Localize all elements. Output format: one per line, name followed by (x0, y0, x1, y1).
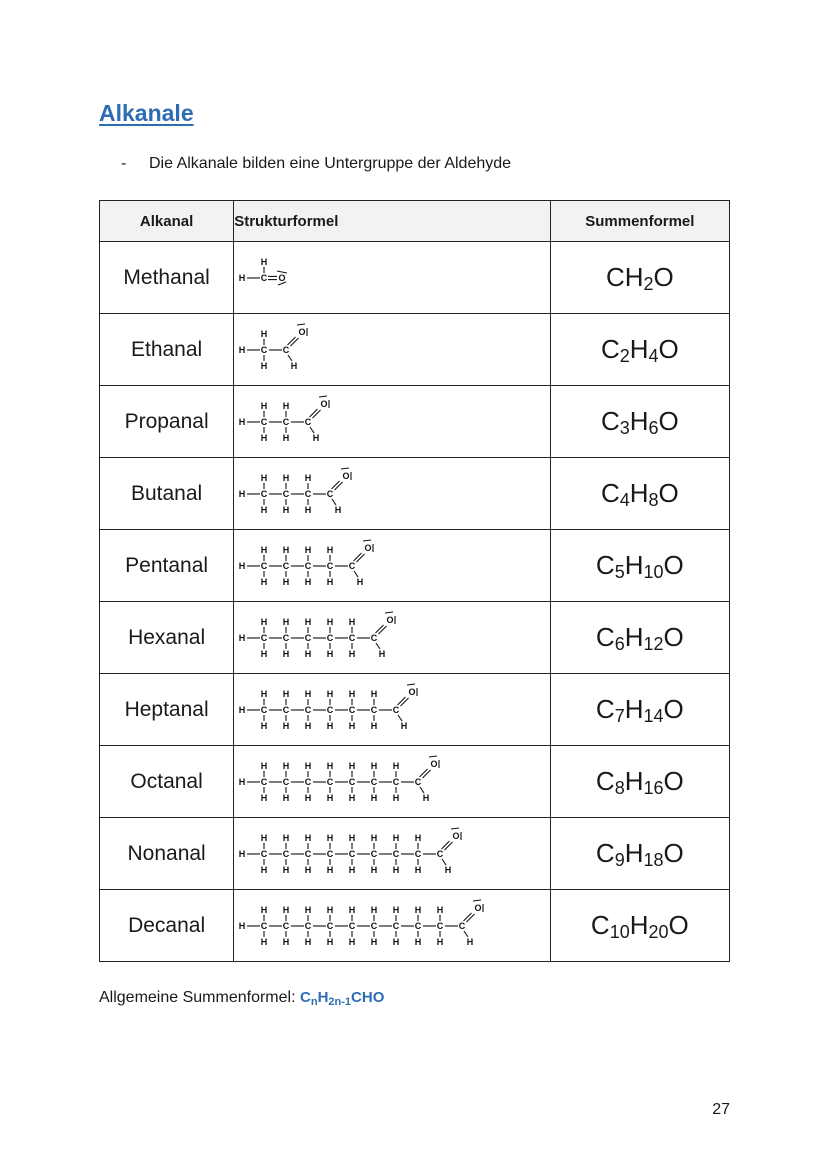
hydrogen-atom: H (414, 904, 422, 915)
carbon-atom: C (260, 560, 268, 571)
hydrogen-atom: H (326, 544, 334, 555)
hydrogen-atom: H (282, 720, 290, 731)
double-bond (442, 841, 450, 849)
carbon-atom: C (326, 704, 334, 715)
alkanal-name: Decanal (100, 890, 234, 962)
carbon-atom: C (436, 920, 444, 931)
hydrogen-atom: H (414, 864, 422, 875)
structure-diagram (234, 466, 534, 522)
hydrogen-atom: H (444, 864, 452, 875)
hydrogen-atom: H (326, 864, 334, 875)
carbon-atom: C (370, 704, 378, 715)
molecular-formula: $C_{10}H_{20}O$ (550, 890, 729, 962)
hydrogen-atom: H (348, 832, 356, 843)
alkanal-name: Propanal (100, 386, 234, 458)
table-row (100, 386, 730, 458)
carbon-atom: C (348, 632, 356, 643)
hydrogen-atom: H (282, 400, 290, 411)
hydrogen-atom: H (334, 504, 342, 515)
hydrogen-atom: H (304, 648, 312, 659)
intro-text: Die Alkanale bilden eine Untergruppe der Aldehyde (149, 155, 512, 172)
hydrogen-atom: H (304, 544, 312, 555)
double-bond (332, 481, 340, 489)
hydrogen-atom: H (304, 616, 312, 627)
hydrogen-atom: H (260, 648, 268, 659)
table-row (100, 602, 730, 674)
hydrogen-atom: H (304, 832, 312, 843)
alkanal-name: Butanal (100, 458, 234, 530)
oxygen-atom: O (342, 470, 350, 481)
carbon-atom: C (348, 560, 356, 571)
carbon-atom: C (414, 776, 422, 787)
hydrogen-atom: H (282, 472, 290, 483)
hydrogen-atom: H (260, 688, 268, 699)
hydrogen-atom: H (356, 576, 364, 587)
double-bond (376, 625, 384, 633)
hydrogen-atom: H (326, 832, 334, 843)
hydrogen-atom: H (348, 864, 356, 875)
structure-diagram (234, 754, 534, 810)
oxygen-atom: O (474, 902, 482, 913)
hydrogen-atom: H (326, 936, 334, 947)
hydrogen-atom: H (348, 792, 356, 803)
header-summenformel: Summenformel (550, 201, 729, 242)
hydrogen-atom: H (260, 472, 268, 483)
double-bond (291, 338, 299, 346)
hydrogen-atom: H (290, 360, 298, 371)
hydrogen-atom: H (370, 904, 378, 915)
carbon-atom: C (282, 632, 290, 643)
lone-pair (341, 468, 349, 469)
hydrogen-atom: H (304, 760, 312, 771)
structural-formula (234, 674, 551, 746)
hydrogen-atom: H (238, 632, 246, 643)
carbon-atom: C (436, 848, 444, 859)
carbon-atom: C (370, 848, 378, 859)
carbon-atom: C (260, 776, 268, 787)
carbon-atom: C (392, 848, 400, 859)
hydrogen-atom: H (238, 776, 246, 787)
hydrogen-atom: H (260, 832, 268, 843)
carbon-atom: C (304, 704, 312, 715)
table-row (100, 242, 730, 314)
hydrogen-atom: H (370, 792, 378, 803)
hydrogen-atom: H (348, 688, 356, 699)
structure-diagram (234, 322, 534, 378)
hydrogen-atom: H (304, 472, 312, 483)
oxygen-atom: O (278, 272, 286, 283)
hydrogen-atom: H (260, 760, 268, 771)
structure-diagram (234, 538, 534, 594)
carbon-atom: C (304, 632, 312, 643)
hydrogen-atom: H (282, 792, 290, 803)
carbon-atom: C (282, 848, 290, 859)
hydrogen-atom: H (304, 936, 312, 947)
alkanal-name: Pentanal (100, 530, 234, 602)
hydrogen-atom: H (436, 904, 444, 915)
hydrogen-atom: H (260, 544, 268, 555)
structural-formula (234, 314, 551, 386)
table-row (100, 890, 730, 962)
carbon-atom: C (392, 776, 400, 787)
hydrogen-atom: H (392, 832, 400, 843)
table-row (100, 458, 730, 530)
hydrogen-atom: H (348, 904, 356, 915)
molecular-formula: $C_4H_8O$ (550, 458, 729, 530)
hydrogen-atom: H (260, 328, 268, 339)
hydrogen-atom: H (348, 760, 356, 771)
hydrogen-atom: H (466, 936, 474, 947)
carbon-atom: C (414, 920, 422, 931)
hydrogen-atom: H (326, 576, 334, 587)
lone-pair (385, 612, 393, 613)
hydrogen-atom: H (238, 704, 246, 715)
hydrogen-atom: H (348, 720, 356, 731)
hydrogen-atom: H (238, 344, 246, 355)
hydrogen-atom: H (392, 792, 400, 803)
alkanal-name: Ethanal (100, 314, 234, 386)
structure-diagram (234, 826, 534, 882)
molecular-formula: $C_3H_6O$ (550, 386, 729, 458)
hydrogen-atom: H (370, 936, 378, 947)
carbon-atom: C (282, 344, 290, 355)
carbon-atom: C (282, 416, 290, 427)
hydrogen-atom: H (370, 832, 378, 843)
structure-diagram (234, 250, 534, 306)
oxygen-atom: O (320, 398, 328, 409)
carbon-atom: C (260, 272, 268, 283)
carbon-atom: C (260, 920, 268, 931)
carbon-atom: C (326, 848, 334, 859)
molecular-formula: $C_6H_{12}O$ (550, 602, 729, 674)
hydrogen-atom: H (282, 504, 290, 515)
double-bond (401, 698, 409, 706)
hydrogen-atom: H (348, 648, 356, 659)
hydrogen-atom: H (282, 688, 290, 699)
hydrogen-atom: H (260, 432, 268, 443)
structural-formula (234, 890, 551, 962)
table-row (100, 746, 730, 818)
carbon-atom: C (326, 488, 334, 499)
general-formula-label: Allgemeine Summenformel: (99, 989, 296, 1006)
molecular-formula: $C_5H_{10}O$ (550, 530, 729, 602)
hydrogen-atom: H (304, 576, 312, 587)
double-bond (423, 770, 431, 778)
lone-pair (473, 900, 481, 901)
carbon-atom: C (282, 560, 290, 571)
hydrogen-atom: H (326, 760, 334, 771)
carbon-atom: C (304, 848, 312, 859)
double-bond (288, 337, 296, 345)
hydrogen-atom: H (238, 848, 246, 859)
hydrogen-atom: H (392, 760, 400, 771)
hydrogen-atom: H (238, 416, 246, 427)
hydrogen-atom: H (392, 904, 400, 915)
hydrogen-atom: H (282, 760, 290, 771)
hydrogen-atom: H (260, 936, 268, 947)
carbon-atom: C (370, 632, 378, 643)
lone-pair (451, 828, 459, 829)
hydrogen-atom: H (414, 936, 422, 947)
hydrogen-atom: H (370, 720, 378, 731)
hydrogen-atom: H (304, 720, 312, 731)
hydrogen-atom: H (326, 616, 334, 627)
hydrogen-atom: H (260, 864, 268, 875)
hydrogen-atom: H (422, 792, 430, 803)
hydrogen-atom: H (282, 904, 290, 915)
hydrogen-atom: H (282, 432, 290, 443)
carbon-atom: C (392, 704, 400, 715)
hydrogen-atom: H (370, 760, 378, 771)
page-number: 27 (712, 1101, 730, 1118)
hydrogen-atom: H (304, 792, 312, 803)
hydrogen-atom: H (348, 936, 356, 947)
carbon-atom: C (260, 416, 268, 427)
header-alkanal: Alkanal (100, 201, 234, 242)
double-bond (313, 410, 321, 418)
hydrogen-atom: H (238, 560, 246, 571)
hydrogen-atom: H (282, 832, 290, 843)
hydrogen-atom: H (370, 688, 378, 699)
alkanal-name: Heptanal (100, 674, 234, 746)
hydrogen-atom: H (282, 576, 290, 587)
hydrogen-atom: H (282, 936, 290, 947)
carbon-atom: C (370, 920, 378, 931)
carbon-atom: C (260, 344, 268, 355)
hydrogen-atom: H (326, 648, 334, 659)
table-row (100, 674, 730, 746)
structural-formula (234, 746, 551, 818)
hydrogen-atom: H (392, 864, 400, 875)
molecular-formula: $C_8H_{16}O$ (550, 746, 729, 818)
hydrogen-atom: H (282, 544, 290, 555)
hydrogen-atom: H (414, 832, 422, 843)
hydrogen-atom: H (260, 360, 268, 371)
molecular-formula: $C_2H_4O$ (550, 314, 729, 386)
carbon-atom: C (304, 488, 312, 499)
hydrogen-atom: H (348, 616, 356, 627)
structural-formula (234, 602, 551, 674)
double-bond (335, 482, 343, 490)
alkanal-name: Hexanal (100, 602, 234, 674)
table-row (100, 818, 730, 890)
carbon-atom: C (458, 920, 466, 931)
hydrogen-atom: H (304, 504, 312, 515)
oxygen-atom: O (408, 686, 416, 697)
hydrogen-atom: H (370, 864, 378, 875)
hydrogen-atom: H (326, 720, 334, 731)
hydrogen-atom: H (304, 864, 312, 875)
structural-formula (234, 458, 551, 530)
carbon-atom: C (282, 704, 290, 715)
structure-diagram (234, 682, 534, 738)
carbon-atom: C (282, 776, 290, 787)
hydrogen-atom: H (238, 488, 246, 499)
carbon-atom: C (326, 560, 334, 571)
molecular-formula: $CH_2O$ (550, 242, 729, 314)
table-row (100, 530, 730, 602)
lone-pair (297, 324, 305, 325)
hydrogen-atom: H (260, 400, 268, 411)
alkanal-table (99, 200, 730, 962)
hydrogen-atom: H (260, 256, 268, 267)
hydrogen-atom: H (260, 904, 268, 915)
molecular-formula: $C_9H_{18}O$ (550, 818, 729, 890)
oxygen-atom: O (364, 542, 372, 553)
structural-formula (234, 242, 551, 314)
page-title: Alkanale (99, 100, 194, 126)
alkanal-name: Nonanal (100, 818, 234, 890)
hydrogen-atom: H (326, 688, 334, 699)
double-bond (464, 913, 472, 921)
hydrogen-atom: H (312, 432, 320, 443)
hydrogen-atom: H (326, 904, 334, 915)
carbon-atom: C (370, 776, 378, 787)
carbon-atom: C (304, 776, 312, 787)
double-bond (420, 769, 428, 777)
structural-formula (234, 818, 551, 890)
double-bond (445, 842, 453, 850)
hydrogen-atom: H (260, 504, 268, 515)
hydrogen-atom: H (282, 648, 290, 659)
carbon-atom: C (348, 848, 356, 859)
carbon-atom: C (326, 776, 334, 787)
double-bond (310, 409, 318, 417)
oxygen-atom: O (452, 830, 460, 841)
hydrogen-atom: H (260, 616, 268, 627)
molecular-formula: $C_7H_{14}O$ (550, 674, 729, 746)
hydrogen-atom: H (260, 792, 268, 803)
carbon-atom: C (326, 632, 334, 643)
lone-pair (363, 540, 371, 541)
hydrogen-atom: H (238, 272, 246, 283)
hydrogen-atom: H (436, 936, 444, 947)
hydrogen-atom: H (260, 720, 268, 731)
structure-diagram (234, 610, 534, 666)
header-strukturformel: Strukturformel (234, 201, 551, 242)
table-row (100, 314, 730, 386)
double-bond (357, 554, 365, 562)
carbon-atom: C (282, 920, 290, 931)
oxygen-atom: O (298, 326, 306, 337)
oxygen-atom: O (430, 758, 438, 769)
general-formula: $C_nH_{2n-1}CHO$ (299, 989, 385, 1008)
hydrogen-atom: H (282, 616, 290, 627)
intro-bullet (121, 155, 511, 173)
hydrogen-atom: H (238, 920, 246, 931)
carbon-atom: C (348, 776, 356, 787)
hydrogen-atom: H (282, 864, 290, 875)
double-bond (354, 553, 362, 561)
structural-formula (234, 530, 551, 602)
carbon-atom: C (304, 560, 312, 571)
table-header-row (100, 201, 730, 242)
double-bond (398, 697, 406, 705)
carbon-atom: C (326, 920, 334, 931)
lone-pair (319, 396, 327, 397)
double-bond (379, 626, 387, 634)
hydrogen-atom: H (400, 720, 408, 731)
general-formula-line (99, 989, 384, 1007)
double-bond (467, 914, 475, 922)
alkanal-name: Methanal (100, 242, 234, 314)
structure-diagram (234, 898, 534, 954)
carbon-atom: C (260, 632, 268, 643)
carbon-atom: C (260, 488, 268, 499)
lone-pair (407, 684, 415, 685)
carbon-atom: C (414, 848, 422, 859)
carbon-atom: C (348, 704, 356, 715)
hydrogen-atom: H (304, 904, 312, 915)
oxygen-atom: O (386, 614, 394, 625)
hydrogen-atom: H (260, 576, 268, 587)
bullet-dash: - (121, 155, 127, 172)
carbon-atom: C (304, 920, 312, 931)
hydrogen-atom: H (378, 648, 386, 659)
alkanal-name: Octanal (100, 746, 234, 818)
carbon-atom: C (260, 704, 268, 715)
carbon-atom: C (260, 848, 268, 859)
hydrogen-atom: H (392, 936, 400, 947)
carbon-atom: C (304, 416, 312, 427)
carbon-atom: C (282, 488, 290, 499)
hydrogen-atom: H (304, 688, 312, 699)
lone-pair (429, 756, 437, 757)
hydrogen-atom: H (326, 792, 334, 803)
structural-formula (234, 386, 551, 458)
structure-diagram (234, 394, 534, 450)
carbon-atom: C (392, 920, 400, 931)
carbon-atom: C (348, 920, 356, 931)
